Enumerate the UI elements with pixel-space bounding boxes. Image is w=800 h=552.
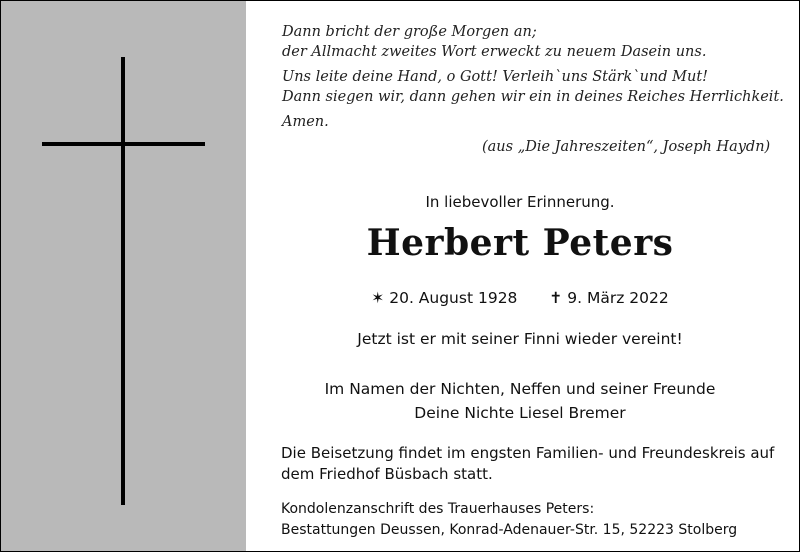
- cross-icon: [121, 57, 125, 505]
- poem: [282, 22, 784, 155]
- death-date: 9. März 2022: [567, 289, 669, 307]
- burial-line: Die Beisetzung findet im engsten Familien- und Freundeskreis auf: [281, 444, 775, 462]
- deceased-name: Herbert Peters: [366, 222, 674, 264]
- birth-star-icon: ✶: [371, 289, 385, 307]
- cross-panel: [1, 1, 246, 551]
- condolence-address: [281, 499, 781, 541]
- poem-source: (aus „Die Jahreszeiten“, Joseph Haydn): [482, 139, 771, 155]
- cross-icon-crossbar: [42, 142, 205, 146]
- intro-text: In liebevoller Erinnerung.: [425, 193, 615, 211]
- reunited-text: Jetzt ist er mit seiner Finni wieder vereint!: [357, 330, 683, 348]
- life-dates: [270, 289, 770, 307]
- family-line: Im Namen der Nichten, Neffen und seiner Freunde: [324, 380, 716, 398]
- burial-info: [281, 443, 781, 485]
- death-cross-icon: ✝: [549, 289, 563, 307]
- poem-line: Amen.: [282, 114, 329, 130]
- condolence-line: Kondolenzanschrift des Trauerhauses Peters:: [281, 501, 595, 517]
- burial-line: dem Friedhof Büsbach statt.: [281, 465, 493, 483]
- family-signature: [270, 377, 770, 425]
- poem-line: Dann bricht der große Morgen an;: [282, 24, 537, 40]
- poem-line: der Allmacht zweites Wort erweckt zu neuem Dasein uns.: [282, 44, 707, 60]
- condolence-line: Bestattungen Deussen, Konrad-Adenauer-Str. 15, 52223 Stolberg: [281, 522, 738, 538]
- poem-line: Dann siegen wir, dann gehen wir ein in deines Reiches Herrlichkeit.: [282, 89, 784, 105]
- birth-date: 20. August 1928: [389, 289, 518, 307]
- poem-line: Uns leite deine Hand, o Gott! Verleih`uns Stärk`und Mut!: [282, 69, 708, 85]
- family-line: Deine Nichte Liesel Bremer: [414, 404, 626, 422]
